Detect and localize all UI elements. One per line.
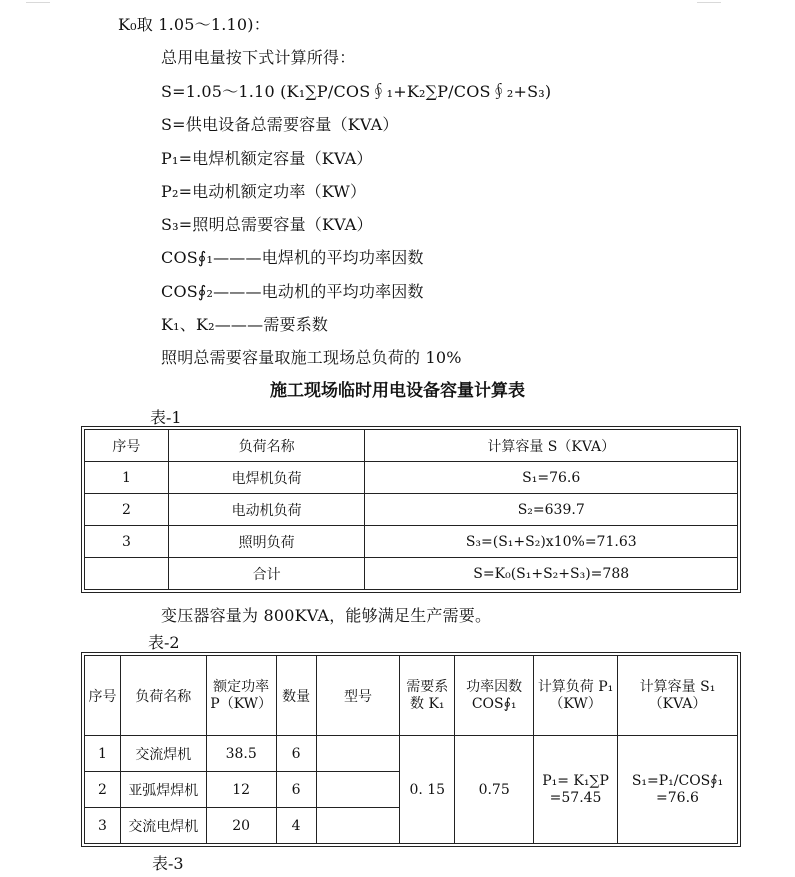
text-line: P₁=电焊机额定容量（KVA） [161, 149, 373, 168]
header-cell: 负荷名称 [168, 430, 365, 462]
table-cell: S₂=639.7 [365, 494, 738, 526]
table-title: 施工现场临时用电设备容量计算表 [270, 381, 525, 401]
table-cell: S=K₀(S₁+S₂+S₃)=788 [365, 558, 738, 590]
table-row [85, 494, 738, 526]
table-row [85, 736, 738, 772]
text-line: P₂=电动机额定功率（KW） [161, 182, 367, 201]
header-cell: 功率因数 COS∮₁ [455, 656, 534, 736]
text-line: 总用电量按下式计算所得： [161, 48, 356, 67]
table-cell: 1 [85, 736, 121, 772]
header-cell: 计算容量 S₁（KVA） [618, 656, 738, 736]
merged-cell-cos: 0.75 [455, 736, 534, 844]
table-row [85, 462, 738, 494]
table-label: 表-3 [152, 854, 184, 873]
header-cell: 序号 [85, 656, 121, 736]
header-cell: 额定功率 P（KW） [206, 656, 276, 736]
formula-line: S=1.05～1.10 (K₁∑P/COS∮₁+K₂∑P/COS∮₂+S₃) [161, 82, 552, 101]
table-cell: 6 [276, 736, 316, 772]
merged-cell-p1: P₁= K₁∑P =57.45 [534, 736, 618, 844]
corner-mark-right [697, 2, 721, 3]
table-row [85, 526, 738, 558]
table-cell: 12 [206, 772, 276, 808]
table-cell: 2 [85, 494, 169, 526]
table-cell: 亚弧焊焊机 [120, 772, 206, 808]
merged-cell-s1: S₁=P₁/COS∮₁ =76.6 [618, 736, 738, 844]
table-cell: 合计 [168, 558, 365, 590]
table-row-total [85, 558, 738, 590]
text-line: K₁、K₂———需要系数 [161, 315, 329, 334]
table-cell: S₃=(S₁+S₂)x10%=71.63 [365, 526, 738, 558]
text-line: 照明总需要容量取施工现场总负荷的 10% [161, 348, 462, 367]
table-label: 表-1 [150, 408, 182, 427]
table-cell: 交流电焊机 [120, 808, 206, 844]
table-cell: 2 [85, 772, 121, 808]
capacity-table [84, 429, 738, 590]
text-line: COS∮₂———电动机的平均功率因数 [161, 282, 424, 301]
table-cell: 3 [85, 526, 169, 558]
header-cell: 计算负荷 P₁（KW） [534, 656, 618, 736]
table-label: 表-2 [148, 633, 180, 652]
table-cell [316, 808, 400, 844]
header-cell: 型号 [316, 656, 400, 736]
table-cell [316, 772, 400, 808]
table-cell: 交流焊机 [120, 736, 206, 772]
table-cell: S₁=76.6 [365, 462, 738, 494]
header-cell: 数量 [276, 656, 316, 736]
table-cell: 38.5 [206, 736, 276, 772]
header-cell: 需要系数 K₁ [400, 656, 455, 736]
table-header-row [85, 430, 738, 462]
table-cell: 6 [276, 772, 316, 808]
table-header-row [85, 656, 738, 736]
text-line: S=供电设备总需要容量（KVA） [161, 115, 399, 134]
table-cell: 照明负荷 [168, 526, 365, 558]
table-cell: 电焊机负荷 [168, 462, 365, 494]
table-cell [85, 558, 169, 590]
table-cell: 3 [85, 808, 121, 844]
header-cell: 序号 [85, 430, 169, 462]
corner-mark-left [26, 2, 50, 3]
header-cell: 计算容量 S（KVA） [365, 430, 738, 462]
equipment-table [84, 655, 738, 844]
table-cell: 4 [276, 808, 316, 844]
table-cell [316, 736, 400, 772]
transformer-note: 变压器容量为 800KVA，能够满足生产需要。 [161, 606, 492, 625]
header-cell: 负荷名称 [120, 656, 206, 736]
merged-cell-k1: 0. 15 [400, 736, 455, 844]
text-line: K₀取 1.05～1.10)： [118, 15, 270, 34]
table-cell: 电动机负荷 [168, 494, 365, 526]
table-cell: 20 [206, 808, 276, 844]
text-line: S₃=照明总需要容量（KVA） [161, 215, 373, 234]
table-cell: 1 [85, 462, 169, 494]
text-line: COS∮₁———电焊机的平均功率因数 [161, 248, 424, 267]
